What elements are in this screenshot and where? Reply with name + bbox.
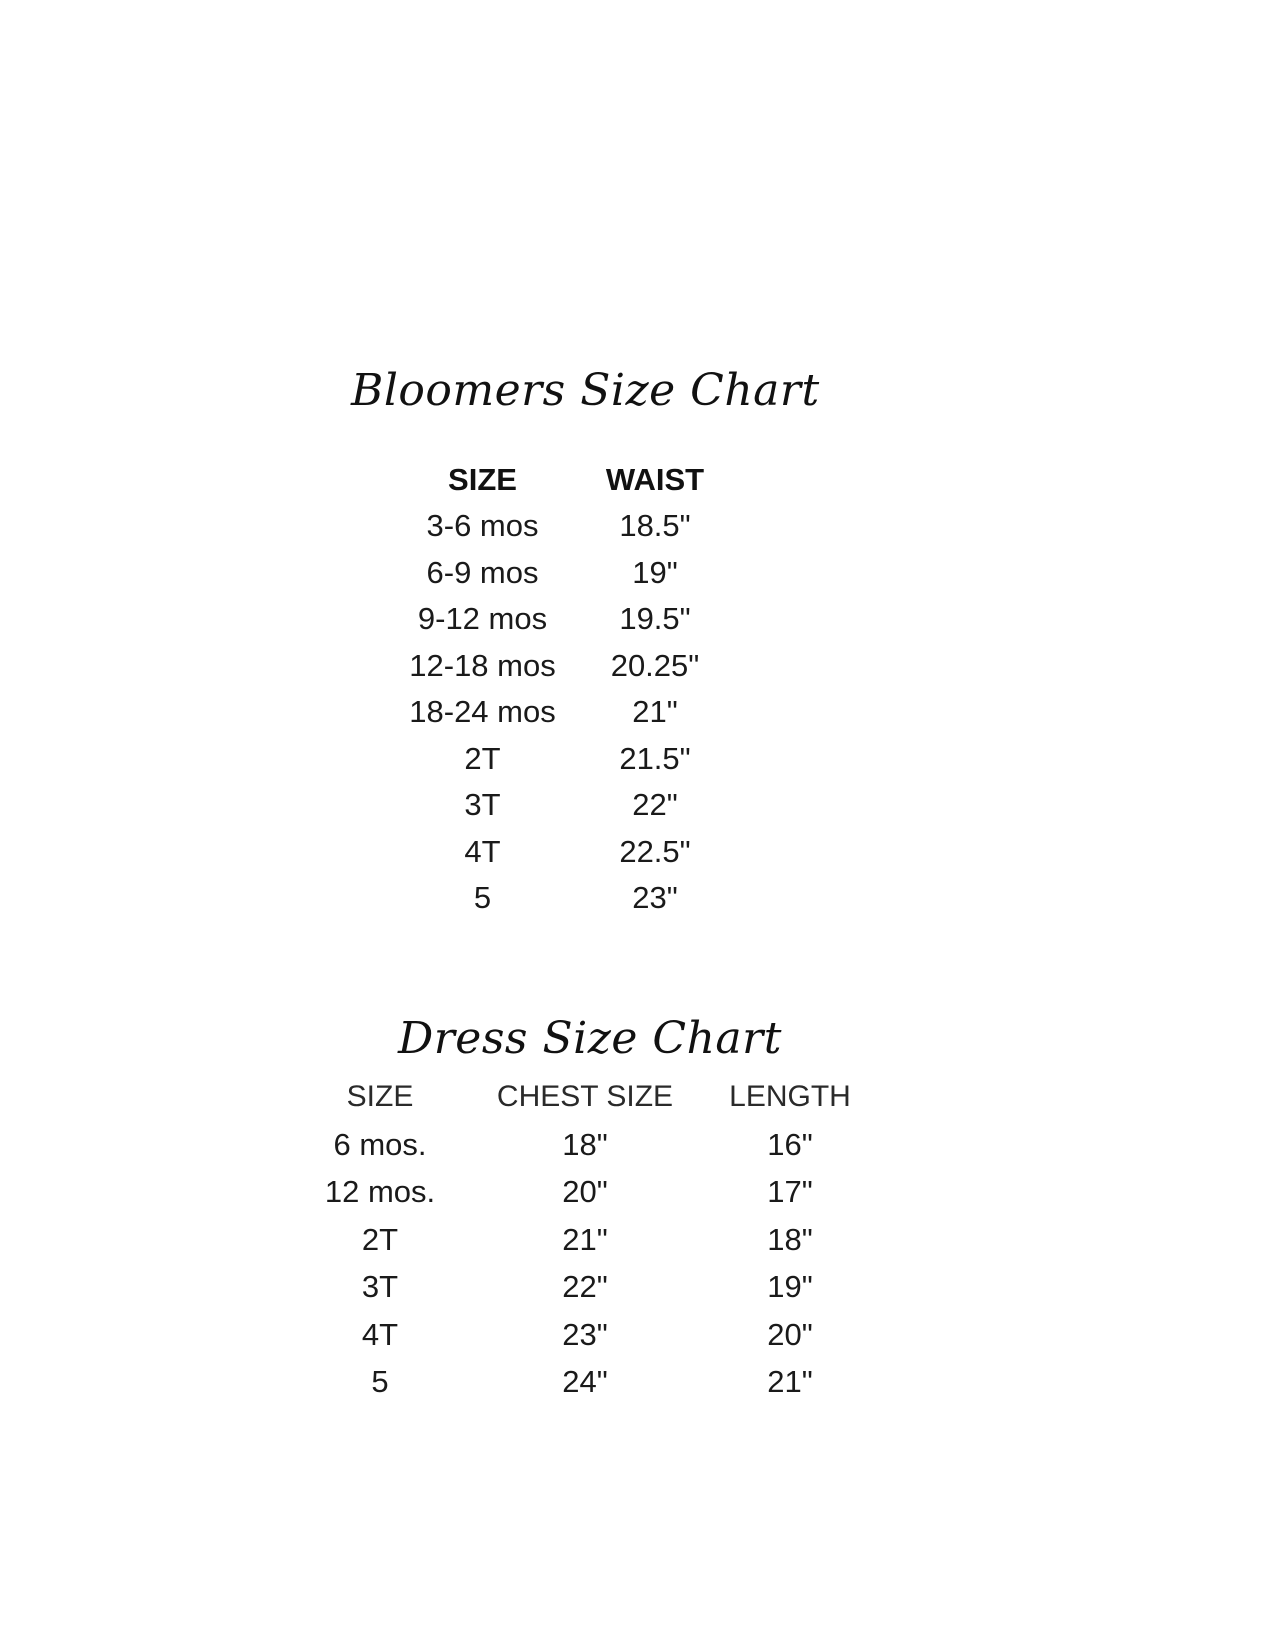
length-cell: 17" [767,1174,813,1210]
size-cell: 3T [464,787,501,823]
size-cell: 3T [361,1269,399,1305]
table-row [400,689,745,736]
length-column-header: LENGTH [729,1080,851,1113]
chest-size-cell: 22" [562,1269,608,1305]
table-row [400,643,745,690]
dress-size-chart-title: Dress Size Chart [398,1013,782,1064]
chest-size-cell: 24" [562,1364,608,1400]
waist-cell: 22" [632,787,678,823]
chest-size-column-header: CHEST SIZE [496,1080,674,1113]
table-row [400,596,745,643]
bloomers-size-table [400,457,745,922]
chest-size-cell: 20" [562,1174,608,1210]
length-cell: 21" [767,1364,813,1400]
size-cell: 5 [371,1364,389,1400]
table-header-row [300,1073,870,1121]
size-column-header: SIZE [346,1080,414,1113]
waist-cell: 21" [632,694,678,730]
table-row [400,503,745,550]
size-cell: 6-9 mos [426,554,539,590]
table-row [400,782,745,829]
size-cell: 12 mos. [324,1174,436,1210]
waist-cell: 22.5" [619,833,691,869]
chest-size-cell: 18" [562,1126,608,1162]
size-column-header: SIZE [448,462,517,497]
length-cell: 20" [767,1316,813,1352]
size-cell: 2T [361,1221,399,1257]
waist-cell: 21.5" [619,740,691,776]
waist-column-header: WAIST [605,462,705,497]
size-cell: 12-18 mos [409,647,556,683]
size-cell: 2T [464,740,501,776]
chest-size-cell: 21" [562,1221,608,1257]
size-cell: 6 mos. [333,1126,427,1162]
length-cell: 18" [767,1221,813,1257]
table-row [400,736,745,783]
table-row [300,1264,870,1312]
waist-cell: 18.5" [619,508,691,544]
waist-cell: 20.25" [610,647,700,683]
table-row [300,1121,870,1169]
table-row [300,1169,870,1217]
size-cell: 3-6 mos [426,508,539,544]
table-row [400,550,745,597]
waist-cell: 19" [632,554,678,590]
waist-cell: 19.5" [619,601,691,637]
chest-size-cell: 23" [562,1316,608,1352]
length-cell: 19" [767,1269,813,1305]
size-cell: 18-24 mos [409,694,556,730]
length-cell: 16" [767,1126,813,1162]
table-row [300,1216,870,1264]
waist-cell: 23" [632,880,678,916]
dress-size-table [300,1073,870,1406]
table-row [300,1311,870,1359]
bloomers-size-chart-title: Bloomers Size Chart [351,365,820,416]
table-row [300,1359,870,1407]
size-cell: 9-12 mos [417,601,548,637]
size-cell: 4T [361,1316,399,1352]
table-row [400,875,745,922]
table-row [400,829,745,876]
size-cell: 4T [464,833,501,869]
table-header-row [400,457,745,503]
size-cell: 5 [473,880,492,916]
